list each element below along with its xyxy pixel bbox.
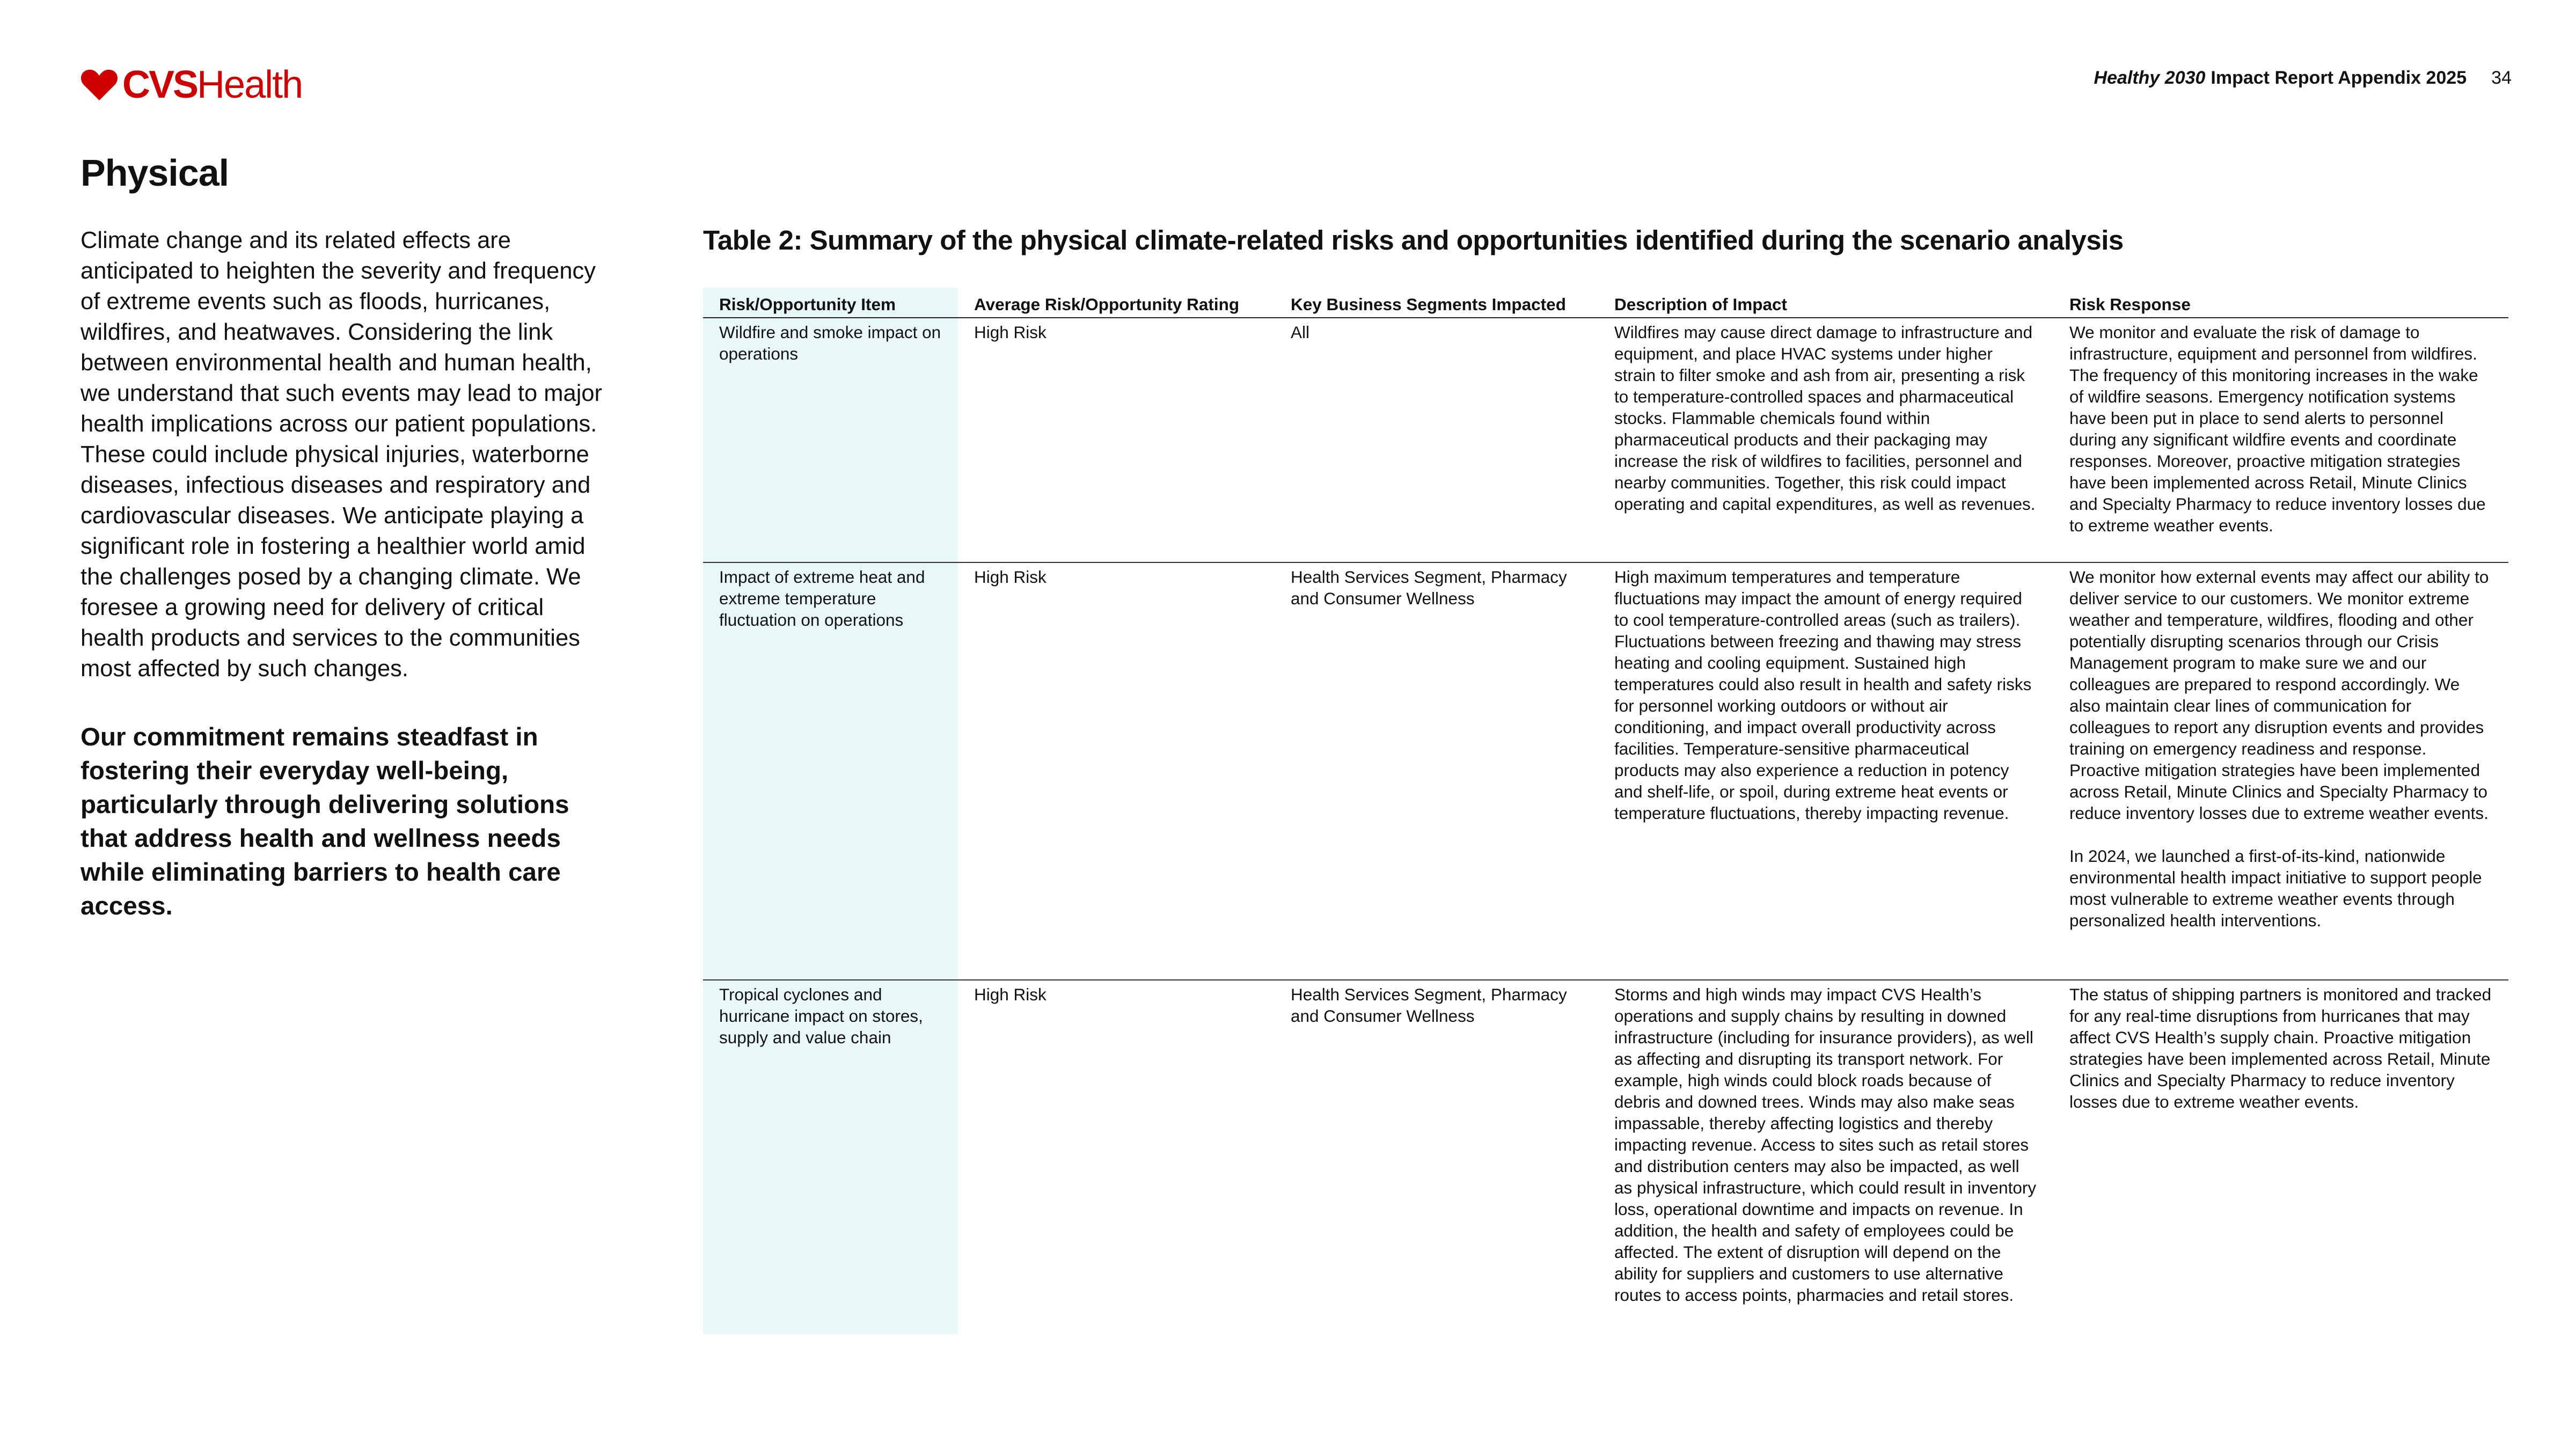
- table-title: Table 2: Summary of the physical climate-related risks and opportunities identified during the scenario analysis: [703, 225, 2124, 255]
- response-paragraph: We monitor how external events may affect our ability to deliver service to our customers. We monitor extreme weather and temperature, wildfires, flooding and other potentially disrupting scenarios through our Crisis Management program to make sure we and our colleagues are prepared to respond accordingly. We also maintain clear lines of communication for colleagues to report any disruption events and provides training on emergency readiness and response. Proactive mitigation strategies have been implemented across Retail, Minute Clinics and Specialty Pharmacy to reduce inventory losses due to extreme weather events.: [2069, 567, 2489, 823]
- response-cell: The status of shipping partners is monitored and tracked for any real-time disruptions from hurricanes that may affect CVS Health’s supply chain. Proactive mitigation strategies have been implemented across Retail, Minute Clinics and Specialty Pharmacy to reduce inventory losses due to extreme weather events.: [2069, 985, 2492, 1111]
- page-title: Physical: [80, 152, 229, 194]
- description-cell: Storms and high winds may impact CVS Health’s operations and supply chains by resulting in downed infrastructure (including for insurance providers), as well as affecting and disrupting its transport network. For example, high winds could block roads because of debris and downed trees. Winds may also make seas impassable, thereby affecting logistics and thereby impacting revenue. Access to sites such as retail stores and distribution centers may also be impacted, as well as physical infrastructure, which could result in inventory loss, operational downtime and impacts on revenue. In addition, the health and safety of employees could be affected. The extent of disruption will depend on the ability for suppliers and customers to use alternative routes to access points, pharmacies and retail stores.: [1614, 985, 2037, 1305]
- table-row: [703, 980, 2508, 1334]
- rating-cell: High Risk: [974, 985, 1046, 1004]
- table-header-row: [703, 288, 2508, 318]
- description-cell: High maximum temperatures and temperature fluctuations may impact the amount of energy required to cool temperature-controlled areas (such as trailers). Fluctuations between freezing and thawing may stress heating and cooling equipment. Sustained high temperatures could also result in health and safety risks for personnel working outdoors or without air conditioning, and impact overall productivity across facilities. Temperature-sensitive pharmaceutical products may also experience a reduction in potency and shelf-life, or spoil, during extreme heat events or temperature fluctuations, thereby impacting revenue.: [1598, 562, 2053, 980]
- report-header: [2094, 68, 2512, 89]
- intro-paragraph: Climate change and its related effects are anticipated to heighten the severity and frequency of extreme events such as floods, hurricanes, wildfires, and heatwaves. Considering the link between environmental health and human health, we understand that such events may lead to major health implications across our patient populations. These could include physical injuries, waterborne diseases, infectious diseases and respiratory and cardiovascular diseases. We anticipate playing a significant role in fostering a healthier world amid the challenges posed by a changing climate. We foresee a growing need for delivery of critical health products and services to the communities most affected by such changes.: [80, 228, 603, 682]
- report-title-italic: Healthy 2030: [2094, 68, 2206, 88]
- table-row: [703, 318, 2508, 562]
- commitment-statement: Our commitment remains steadfast in fostering their everyday well-being, particularly through delivering solutions that address health and wellness needs while eliminating barriers to health care access.: [80, 723, 569, 920]
- header-description: Description of Impact: [1598, 288, 2053, 318]
- response-paragraph: In 2024, we launched a first-of-its-kind, nationwide environmental health impact initiative to support people most vulnerable to extreme weather events through personalized health interventions.: [2069, 846, 2482, 930]
- cvs-health-logo: [80, 63, 302, 106]
- heart-icon: [80, 68, 118, 101]
- table-row: [703, 562, 2508, 980]
- segments-cell: Health Services Segment, Pharmacy and Consumer Wellness: [1291, 985, 1567, 1026]
- risk-item-cell: Wildfire and smoke impact on operations: [703, 318, 958, 562]
- risk-item-cell: Impact of extreme heat and extreme temperature fluctuation on operations: [703, 562, 958, 980]
- report-title: Impact Report Appendix 2025: [2211, 68, 2467, 88]
- risk-table: [703, 288, 2508, 1334]
- logo-brand-regular: Health: [197, 63, 303, 106]
- header-rating: Average Risk/Opportunity Rating: [958, 288, 1275, 318]
- description-cell: Wildfires may cause direct damage to infrastructure and equipment, and place HVAC systems under higher strain to filter smoke and ash from air, presenting a risk to temperature-controlled spaces and pharmaceutical stocks. Flammable chemicals found within pharmaceutical products and their packaging may increase the risk of wildfires to facilities, personnel and nearby communities. Together, this risk could impact operating and capital expenditures, as well as revenues.: [1598, 318, 2053, 562]
- header-response: Risk Response: [2053, 288, 2508, 318]
- response-cell: We monitor and evaluate the risk of damage to infrastructure, equipment and personnel from wildfires. The frequency of this monitoring increases in the wake of wildfire seasons. Emergency notification systems have been put in place to send alerts to personnel during any significant wildfire events and coordinate responses. Moreover, proactive mitigation strategies have been implemented across Retail, Minute Clinics and Specialty Pharmacy to reduce inventory losses due to extreme weather events.: [2053, 318, 2508, 562]
- segments-cell: Health Services Segment, Pharmacy and Consumer Wellness: [1275, 562, 1598, 980]
- response-cell: [2053, 562, 2508, 980]
- logo-brand-bold: CVS: [122, 63, 197, 106]
- risk-item-cell: Tropical cyclones and hurricane impact on stores, supply and value chain: [703, 980, 958, 1334]
- header-segments: Key Business Segments Impacted: [1275, 288, 1598, 318]
- segments-cell: All: [1275, 318, 1598, 562]
- page-number: 34: [2491, 68, 2512, 88]
- header-risk-item: Risk/Opportunity Item: [703, 288, 958, 318]
- rating-cell: High Risk: [958, 318, 1275, 562]
- rating-cell: High Risk: [958, 562, 1275, 980]
